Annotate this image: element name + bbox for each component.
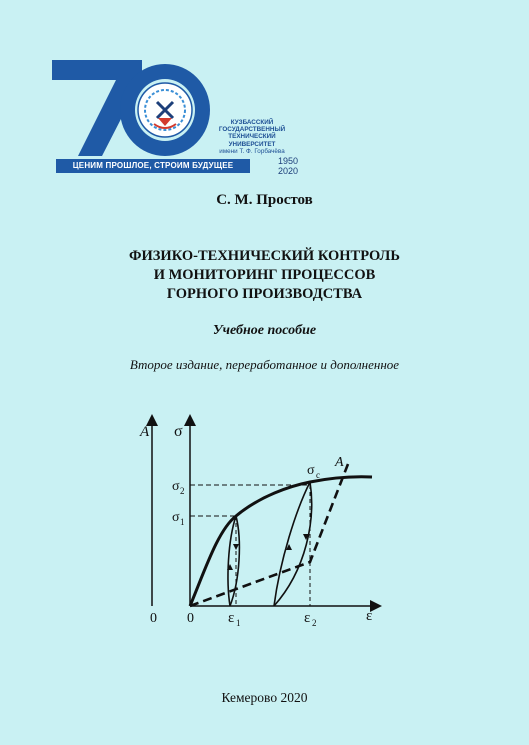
stress-strain-diagram (130, 410, 390, 630)
book-title (0, 247, 529, 304)
logo-graphic (50, 58, 255, 158)
year-start: 1950 (277, 156, 298, 166)
label-axis-A: A (140, 424, 150, 440)
label-axis-eps: ε (366, 608, 373, 624)
uni-line-4: УНИВЕРСИТЕТ (228, 140, 276, 148)
loading-curve (190, 477, 372, 606)
unload-loop-1a (230, 516, 239, 606)
city-year: Кемерово 2020 (221, 690, 308, 705)
book-type: Учебное пособие (212, 323, 317, 338)
label-sigmac: σ (307, 463, 315, 478)
label-axis-sigma: σ (174, 423, 183, 440)
label-eps2-sub: 2 (312, 618, 317, 628)
label-eps1: ε (228, 610, 235, 626)
label-curve-A: A (335, 455, 344, 470)
label-sigma1-sub: 1 (180, 517, 185, 527)
label-eps1-sub: 1 (236, 618, 241, 628)
line-A-dashed (190, 464, 348, 606)
label-origin: 0 (187, 611, 194, 626)
label-origin-left: 0 (150, 611, 157, 626)
title-line-2: И МОНИТОРИНГ ПРОЦЕССОВ (153, 267, 376, 283)
label-eps2: ε (304, 610, 311, 626)
uni-line-1: КУЗБАССКИЙ (230, 119, 274, 126)
uni-line-5: имени Т. Ф. Горбачёва (219, 147, 285, 155)
edition-note: Второе издание, переработанное и дополненное (129, 357, 400, 372)
unload-loop-2b (274, 482, 310, 606)
label-sigma2-sub: 2 (180, 486, 185, 496)
year-end: 2020 (277, 166, 298, 176)
title-line-3: ГОРНОГО ПРОИЗВОДСТВА (166, 286, 363, 302)
unload-loop-2a (274, 482, 312, 606)
anniversary-years (248, 156, 298, 176)
uni-line-3: ТЕХНИЧЕСКИЙ (228, 133, 276, 141)
uni-line-2: ГОСУДАРСТВЕННЫЙ (218, 126, 286, 134)
author-name: С. М. Простов (216, 192, 313, 208)
title-line-1: ФИЗИКО-ТЕХНИЧЕСКИЙ КОНТРОЛЬ (129, 248, 400, 264)
label-sigma2: σ (172, 479, 180, 494)
university-anniversary-logo (50, 58, 298, 176)
loop1-arrow-down (233, 544, 239, 550)
slogan-banner: ЦЕНИМ ПРОШЛОЕ, СТРОИМ БУДУЩЕЕ (56, 159, 250, 173)
label-sigmac-sub: c (316, 470, 320, 480)
label-sigma1: σ (172, 510, 180, 525)
